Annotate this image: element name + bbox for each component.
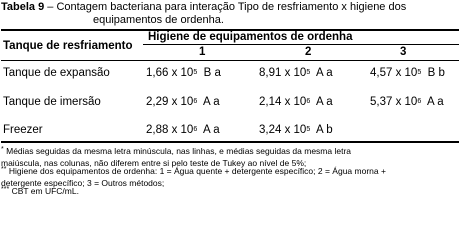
column-group-header: Higiene de equipamentos de ordenha [148,31,353,43]
table-caption [1,1,459,26]
footnote-1: * Médias seguidas da mesma letra minúscula, nas linhas, e médias seguidas da mesma letra maiúscula, nas colunas, não diferem entre si pelo teste de Tukey ao nível de 5%; [1,146,352,168]
bottom-rule [1,141,459,143]
column-header-2: 2 [305,46,312,58]
footnote-2: ** Higiene dos equipamentos de ordenha: 1 = Água quente + detergente específico; 2 = Água morna + detergente específico; 3 = Outros métodos; [1,166,386,188]
caption-text-line2: equipamentos de ordenha. [93,14,224,26]
table-cell: 4,57 x $10^5$ B b [370,67,445,79]
table-cell: 2,88 x $10^6$ A a [146,124,220,136]
table-cell: 5,37 x $10^6$ A a [370,96,444,108]
group-header-underline [143,44,459,45]
caption-text-line1: – Contagem bacteriana para interação Tipo de resfriamento x higiene dos [44,1,407,13]
column-header-1: 1 [199,46,206,58]
row-label-freezer: Freezer [3,124,43,136]
table-cell: 3,24 x $10^5$ A b [259,124,333,136]
header-rule [1,60,459,61]
column-header-3: 3 [400,46,407,58]
table-cell: 2,14 x $10^6$ A a [259,96,333,108]
caption-label: Tabela 9 [1,1,45,13]
row-label-tanque-expansao: Tanque de expansão [3,67,110,79]
row-header: Tanque de resfriamento [3,40,133,52]
row-label-tanque-imersao: Tanque de imersão [3,96,101,108]
table-cell: 8,91 x $10^5$ A a [259,67,333,79]
footnote-3: *** CBT em UFC/mL. [1,186,79,196]
table-cell: 1,66 x $10^5$ B a [146,67,221,79]
table-cell: 2,29 x $10^6$ A a [146,96,220,108]
